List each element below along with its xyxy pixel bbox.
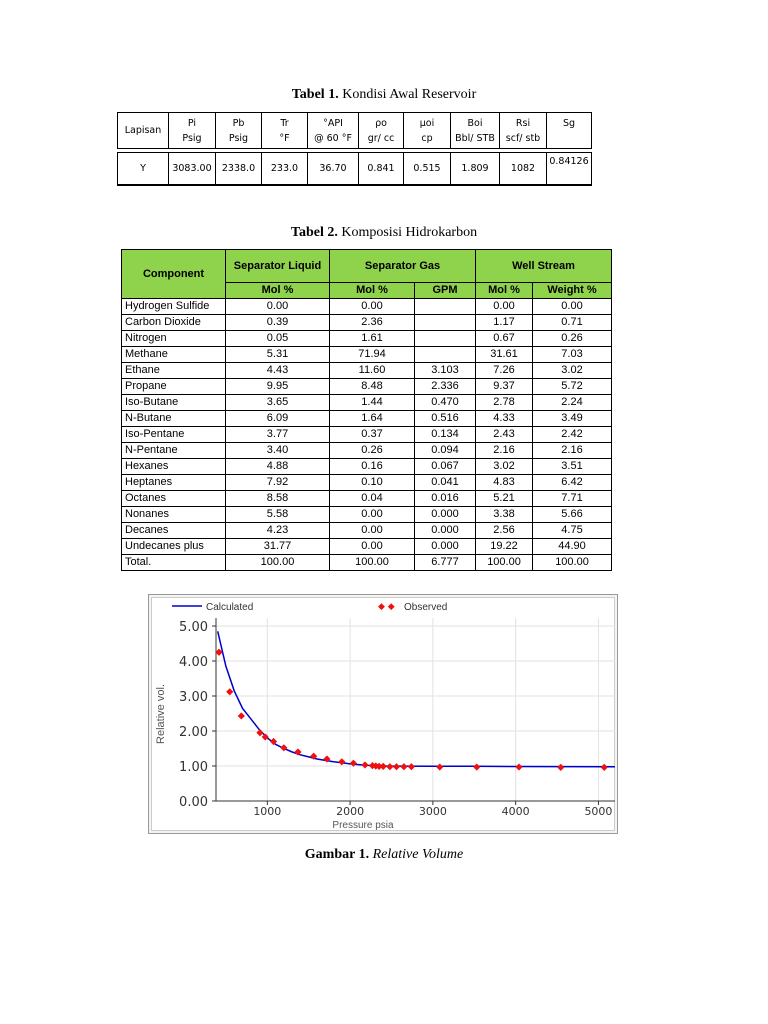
table1-caption: Tabel 1. Kondisi Awal Reservoir bbox=[291, 87, 477, 102]
gas-gpm: 0.134 bbox=[415, 427, 476, 443]
gas-mol: 100.00 bbox=[330, 555, 415, 571]
liquid-mol: 9.95 bbox=[226, 379, 330, 395]
component-name: Decanes bbox=[122, 523, 226, 539]
header-separator-liquid: Separator Liquid bbox=[226, 250, 330, 283]
relative-volume-chart bbox=[148, 594, 618, 834]
chart-panel bbox=[152, 598, 615, 831]
well-mol: 31.61 bbox=[476, 347, 533, 363]
component-name: Nitrogen bbox=[122, 331, 226, 347]
component-name: N-Pentane bbox=[122, 443, 226, 459]
value-lapisan: Y bbox=[118, 153, 169, 186]
value-api: 36.70 bbox=[308, 153, 359, 186]
header-component: Component bbox=[122, 250, 226, 299]
y-tick-label: 2.00 bbox=[179, 725, 208, 740]
component-name: Ethane bbox=[122, 363, 226, 379]
well-mol: 2.56 bbox=[476, 523, 533, 539]
gas-gpm: 0.000 bbox=[415, 507, 476, 523]
table-row bbox=[122, 363, 612, 379]
well-mol: 0.67 bbox=[476, 331, 533, 347]
well-mol: 1.17 bbox=[476, 315, 533, 331]
y-tick-label: 3.00 bbox=[179, 690, 208, 705]
well-mol: 19.22 bbox=[476, 539, 533, 555]
table-row bbox=[122, 379, 612, 395]
legend-calculated-label: Calculated bbox=[206, 602, 254, 613]
liquid-mol: 6.09 bbox=[226, 411, 330, 427]
component-name: Propane bbox=[122, 379, 226, 395]
table-row bbox=[122, 539, 612, 555]
gas-gpm: 0.067 bbox=[415, 459, 476, 475]
gas-mol: 0.10 bbox=[330, 475, 415, 491]
gas-mol: 0.00 bbox=[330, 507, 415, 523]
well-mol: 5.21 bbox=[476, 491, 533, 507]
well-mol: 100.00 bbox=[476, 555, 533, 571]
legend-observed-label: Observed bbox=[404, 602, 448, 613]
well-mol: 7.26 bbox=[476, 363, 533, 379]
composition-group-header-row bbox=[122, 250, 612, 283]
header-density: ρo gr/ cc bbox=[359, 113, 404, 149]
component-name: Hydrogen Sulfide bbox=[122, 299, 226, 315]
liquid-mol: 4.88 bbox=[226, 459, 330, 475]
value-density: 0.841 bbox=[359, 153, 404, 186]
well-mol: 4.33 bbox=[476, 411, 533, 427]
header-well-stream: Well Stream bbox=[476, 250, 612, 283]
value-sg: 0.84126 bbox=[547, 153, 592, 186]
reservoir-table bbox=[117, 112, 592, 186]
gas-gpm: 0.516 bbox=[415, 411, 476, 427]
gas-gpm: 2.336 bbox=[415, 379, 476, 395]
subheader-well-weight: Weight % bbox=[533, 283, 612, 299]
gas-mol: 11.60 bbox=[330, 363, 415, 379]
gas-mol: 2.36 bbox=[330, 315, 415, 331]
x-axis-label: Pressure psia bbox=[332, 820, 394, 831]
well-weight: 3.02 bbox=[533, 363, 612, 379]
value-boi: 1.809 bbox=[451, 153, 500, 186]
gas-gpm: 0.000 bbox=[415, 523, 476, 539]
y-tick-label: 5.00 bbox=[179, 620, 208, 635]
header-boi: Boi Bbl/ STB bbox=[451, 113, 500, 149]
component-name: Hexanes bbox=[122, 459, 226, 475]
well-weight: 6.42 bbox=[533, 475, 612, 491]
well-weight: 2.16 bbox=[533, 443, 612, 459]
well-weight: 44.90 bbox=[533, 539, 612, 555]
value-pb: 2338.0 bbox=[216, 153, 262, 186]
gas-gpm bbox=[415, 347, 476, 363]
table-row bbox=[122, 395, 612, 411]
well-mol: 4.83 bbox=[476, 475, 533, 491]
component-name: Methane bbox=[122, 347, 226, 363]
subheader-liquid-mol: Mol % bbox=[226, 283, 330, 299]
gas-mol: 71.94 bbox=[330, 347, 415, 363]
reservoir-value-row bbox=[118, 153, 592, 186]
well-mol: 0.00 bbox=[476, 299, 533, 315]
figure1-caption: Gambar 1. Relative Volume bbox=[304, 847, 464, 862]
liquid-mol: 8.58 bbox=[226, 491, 330, 507]
liquid-mol: 3.65 bbox=[226, 395, 330, 411]
table2-caption: Tabel 2. Komposisi Hidrokarbon bbox=[290, 225, 478, 240]
liquid-mol: 100.00 bbox=[226, 555, 330, 571]
header-sg: Sg bbox=[547, 113, 592, 149]
table-row bbox=[122, 555, 612, 571]
gas-gpm: 0.094 bbox=[415, 443, 476, 459]
well-weight: 5.66 bbox=[533, 507, 612, 523]
well-mol: 2.43 bbox=[476, 427, 533, 443]
x-tick-label: 3000 bbox=[418, 805, 447, 818]
header-rsi: Rsi scf/ stb bbox=[500, 113, 547, 149]
liquid-mol: 31.77 bbox=[226, 539, 330, 555]
legend-observed-marker: ◆ ◆ bbox=[378, 602, 395, 612]
gas-mol: 0.00 bbox=[330, 539, 415, 555]
liquid-mol: 4.23 bbox=[226, 523, 330, 539]
well-mol: 2.78 bbox=[476, 395, 533, 411]
liquid-mol: 7.92 bbox=[226, 475, 330, 491]
component-name: Octanes bbox=[122, 491, 226, 507]
liquid-mol: 0.39 bbox=[226, 315, 330, 331]
liquid-mol: 0.00 bbox=[226, 299, 330, 315]
well-weight: 4.75 bbox=[533, 523, 612, 539]
x-tick-label: 4000 bbox=[501, 805, 530, 818]
x-tick-label: 5000 bbox=[584, 805, 613, 818]
component-name: Iso-Butane bbox=[122, 395, 226, 411]
header-pi: Pi Psig bbox=[169, 113, 216, 149]
well-weight: 3.51 bbox=[533, 459, 612, 475]
gas-mol: 1.64 bbox=[330, 411, 415, 427]
composition-table bbox=[121, 249, 612, 571]
value-rsi: 1082 bbox=[500, 153, 547, 186]
well-mol: 9.37 bbox=[476, 379, 533, 395]
table-row bbox=[122, 427, 612, 443]
table-row bbox=[122, 331, 612, 347]
header-lapisan: Lapisan bbox=[118, 113, 169, 149]
table-row bbox=[122, 475, 612, 491]
table-row bbox=[122, 315, 612, 331]
header-separator-gas: Separator Gas bbox=[330, 250, 476, 283]
gas-mol: 1.61 bbox=[330, 331, 415, 347]
liquid-mol: 5.58 bbox=[226, 507, 330, 523]
gas-gpm: 0.000 bbox=[415, 539, 476, 555]
well-weight: 7.71 bbox=[533, 491, 612, 507]
well-mol: 2.16 bbox=[476, 443, 533, 459]
table-row bbox=[122, 459, 612, 475]
x-tick-label: 1000 bbox=[253, 805, 282, 818]
well-weight: 0.71 bbox=[533, 315, 612, 331]
well-mol: 3.02 bbox=[476, 459, 533, 475]
well-mol: 3.38 bbox=[476, 507, 533, 523]
liquid-mol: 3.77 bbox=[226, 427, 330, 443]
x-tick-label: 2000 bbox=[336, 805, 365, 818]
well-weight: 2.42 bbox=[533, 427, 612, 443]
value-viscosity: 0.515 bbox=[404, 153, 451, 186]
subheader-gas-mol: Mol % bbox=[330, 283, 415, 299]
reservoir-header-row bbox=[118, 113, 592, 149]
table-row bbox=[122, 523, 612, 539]
well-weight: 2.24 bbox=[533, 395, 612, 411]
y-axis-label: Relative vol. bbox=[155, 684, 167, 744]
gas-mol: 1.44 bbox=[330, 395, 415, 411]
gas-mol: 0.37 bbox=[330, 427, 415, 443]
component-name: Carbon Dioxide bbox=[122, 315, 226, 331]
liquid-mol: 0.05 bbox=[226, 331, 330, 347]
gas-mol: 0.16 bbox=[330, 459, 415, 475]
gas-gpm: 3.103 bbox=[415, 363, 476, 379]
gas-gpm: 0.016 bbox=[415, 491, 476, 507]
well-weight: 3.49 bbox=[533, 411, 612, 427]
value-pi: 3083.00 bbox=[169, 153, 216, 186]
gas-mol: 0.04 bbox=[330, 491, 415, 507]
subheader-gas-gpm: GPM bbox=[415, 283, 476, 299]
header-pb: Pb Psig bbox=[216, 113, 262, 149]
liquid-mol: 4.43 bbox=[226, 363, 330, 379]
value-tr: 233.0 bbox=[262, 153, 308, 186]
component-name: N-Butane bbox=[122, 411, 226, 427]
component-name: Undecanes plus bbox=[122, 539, 226, 555]
gas-gpm: 6.777 bbox=[415, 555, 476, 571]
table-row bbox=[122, 347, 612, 363]
subheader-well-mol: Mol % bbox=[476, 283, 533, 299]
liquid-mol: 3.40 bbox=[226, 443, 330, 459]
component-name: Nonanes bbox=[122, 507, 226, 523]
gas-gpm bbox=[415, 315, 476, 331]
component-name: Total. bbox=[122, 555, 226, 571]
liquid-mol: 5.31 bbox=[226, 347, 330, 363]
y-tick-label: 1.00 bbox=[179, 760, 208, 775]
table-row bbox=[122, 411, 612, 427]
header-tr: Tr °F bbox=[262, 113, 308, 149]
gas-mol: 0.26 bbox=[330, 443, 415, 459]
gas-gpm bbox=[415, 299, 476, 315]
header-viscosity: μoi cp bbox=[404, 113, 451, 149]
well-weight: 100.00 bbox=[533, 555, 612, 571]
table-row bbox=[122, 507, 612, 523]
gas-gpm bbox=[415, 331, 476, 347]
header-api: °API @ 60 °F bbox=[308, 113, 359, 149]
table-row bbox=[122, 491, 612, 507]
well-weight: 5.72 bbox=[533, 379, 612, 395]
y-tick-label: 0.00 bbox=[179, 795, 208, 810]
component-name: Iso-Pentane bbox=[122, 427, 226, 443]
y-tick-label: 4.00 bbox=[179, 655, 208, 670]
table-row bbox=[122, 443, 612, 459]
gas-gpm: 0.041 bbox=[415, 475, 476, 491]
component-name: Heptanes bbox=[122, 475, 226, 491]
well-weight: 0.00 bbox=[533, 299, 612, 315]
gas-mol: 0.00 bbox=[330, 299, 415, 315]
well-weight: 7.03 bbox=[533, 347, 612, 363]
table-row bbox=[122, 299, 612, 315]
gas-mol: 0.00 bbox=[330, 523, 415, 539]
gas-gpm: 0.470 bbox=[415, 395, 476, 411]
gas-mol: 8.48 bbox=[330, 379, 415, 395]
well-weight: 0.26 bbox=[533, 331, 612, 347]
